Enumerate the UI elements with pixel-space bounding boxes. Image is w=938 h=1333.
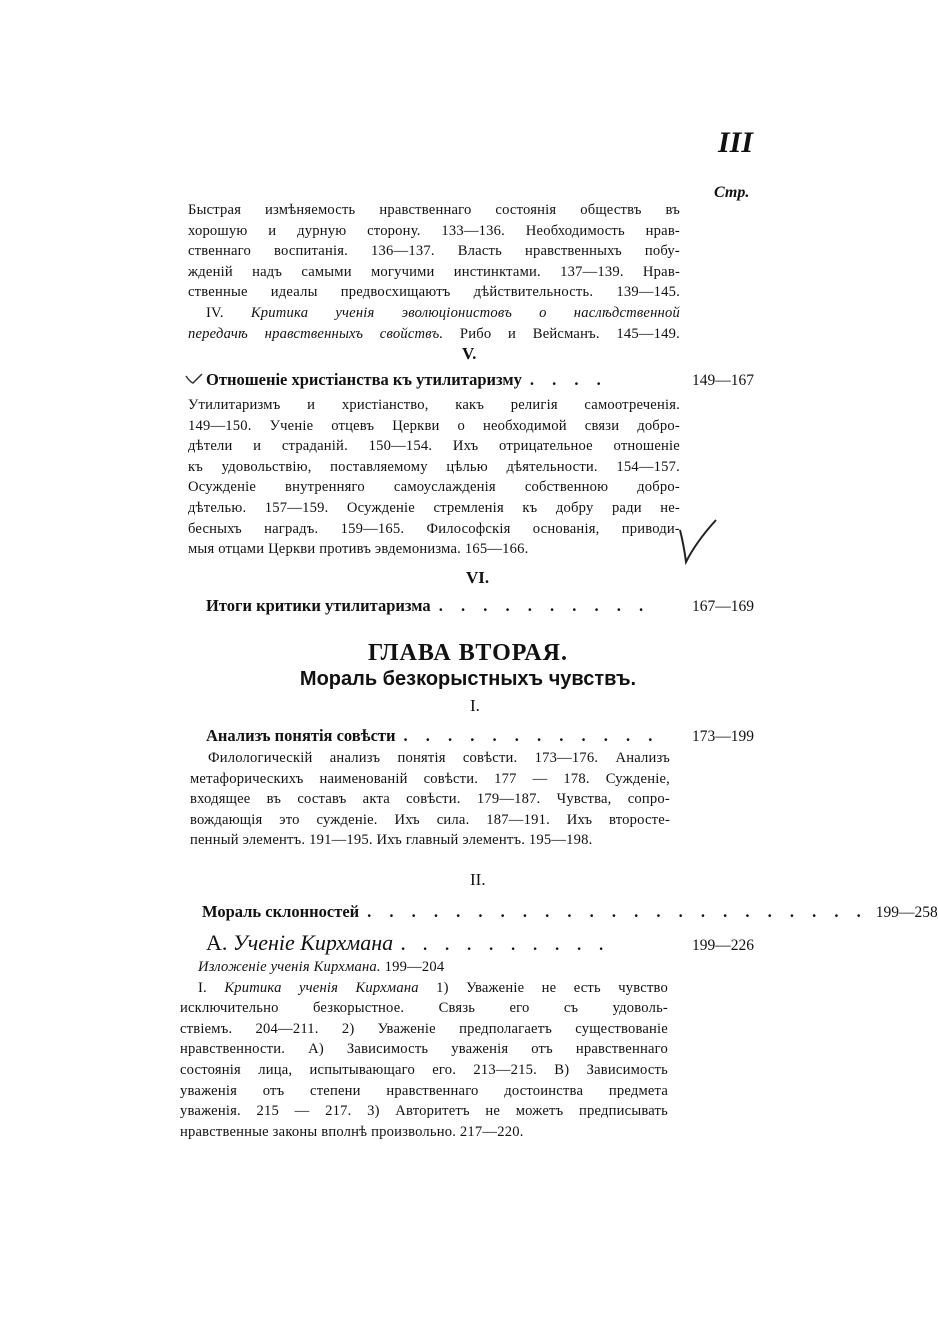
text-line: метафорическихъ наименованій совѣсти. 177 — 178. Сужденіе, (190, 770, 670, 787)
critique-italic: Критика ученія Кирхмана (224, 979, 419, 996)
text-line: нравственные законы вполнѣ произвольно. 217—220. (180, 1123, 524, 1140)
section6-title: Итоги критики утилитаризма (206, 596, 431, 615)
chapter-subheading: Мораль безкорыстныхъ чувствъ. (299, 668, 637, 690)
section4-tail-paragraph (188, 200, 680, 344)
text-line: Утилитаризмъ и христіанство, какъ религія самоотреченія. (188, 397, 680, 413)
leader-dots: . . . . . . . . . . (401, 937, 611, 954)
section6-roman: VI. (466, 568, 490, 587)
ch2-section1-paragraph (190, 748, 670, 851)
iv-label: IV. (206, 304, 224, 321)
critique-line (180, 978, 668, 999)
ch2-sub-a-pages: 199—226 (692, 937, 754, 954)
ch2-section2-title: Мораль склонностей (202, 902, 360, 921)
section6-entry (206, 596, 754, 616)
text-line: пенный элементъ. 191—195. Ихъ главный элементъ. 195—198. (190, 832, 593, 849)
text-line: бесныхъ наградъ. 159—165. Философскія основанія, приводи- (188, 520, 680, 537)
iv-heading-line-2 (188, 324, 680, 345)
chapter-heading: ГЛАВА ВТОРАЯ. (368, 640, 568, 666)
exposition-italic: Изложеніе ученія Кирхмана. (198, 959, 381, 975)
text-line: дѣтели и страданій. 150—154. Ихъ отрицательное отношеніе (188, 438, 680, 455)
leader-dots: . . . . . . . . . . . . (403, 726, 660, 745)
section6-pages: 167—169 (692, 598, 754, 615)
text-line: состоянія лица, испытывающаго его. 213—215. В) Зависимость (180, 1061, 668, 1078)
section5-roman: V. (462, 344, 477, 363)
text-line: къ удовольствію, поставляемому цѣлью дѣятельности. 154—157. (188, 458, 680, 475)
iv-italic-title-2: передачѣ нравственныхъ свойствъ. (188, 325, 444, 342)
iv-italic-title: Критика ученія эволюціонистовъ о наслѣдственной (250, 304, 680, 321)
ch2-sub-a-letter: А. (206, 930, 228, 955)
ch2-sub-a-title: Ученіе Кирхмана (232, 930, 394, 955)
ch2-section2-entry (202, 902, 938, 922)
ch2-section1-pages: 173—199 (692, 728, 754, 745)
text-line: жденій надъ самыми могучими инстинктами. 137—139. Нрав- (188, 263, 680, 280)
ch2-sub-a-entry (206, 930, 754, 956)
ch2-section1-title: Анализъ понятія совѣсти (206, 726, 396, 745)
critique-first-tail: 1) Уваженіе не есть чувство (436, 979, 669, 996)
critique-label: I. (198, 979, 207, 996)
checkmark-icon (184, 372, 204, 386)
section5-entry (206, 370, 754, 390)
text-line: дѣтелью. 157—159. Осужденіе стремленія къ добру ради не- (188, 499, 680, 516)
text-line: Филологическій анализъ понятія совѣсти. 173—176. Анализъ (208, 750, 670, 766)
large-checkmark-icon (676, 516, 718, 568)
ch2-section2-pages: 199—258 (875, 904, 938, 921)
ch2-sub-a-heading (206, 930, 393, 956)
text-line: входящее въ составъ акта совѣсти. 179—187. Чувства, сопро- (190, 791, 670, 808)
section5-pages: 149—167 (692, 372, 754, 389)
exposition-pages: 199—204 (384, 959, 445, 975)
leader-dots: . . . . (529, 370, 608, 389)
leader-dots: . . . . . . . . . . (438, 596, 651, 615)
ch2-section1-entry (206, 726, 754, 746)
page-column-header: Стр. (714, 184, 750, 201)
text-line: вождающія это сужденіе. Ихъ сила. 187—191. Ихъ второсте- (190, 811, 670, 828)
text-line: нравственности. А) Зависимость уваженія отъ нравственнаго (180, 1041, 668, 1058)
text-line: исключительно безкорыстное. Связь его съ удоволь- (180, 1000, 668, 1017)
exposition-line (180, 957, 668, 978)
text-line: хорошую и дурную сторону. 133—136. Необходимость нрав- (188, 222, 680, 239)
text-line: ственнаго воспитанія. 136—137. Власть нравственныхъ побу- (188, 243, 680, 260)
text-line: уваженія. 215 — 217. 3) Авторитетъ не можетъ предписывать (180, 1103, 668, 1120)
ch2-section1-roman: I. (470, 696, 480, 715)
text-line: 149—150. Ученіе отцевъ Церкви о необходимой связи добро- (188, 417, 680, 434)
text-line: ственные идеалы предвосхищаютъ дѣйствительность. 139—145. (188, 284, 680, 301)
leader-dots: . . . . . . . . . . . . . . . . . . . . . . . (367, 902, 868, 921)
text-line: ствіемъ. 204—211. 2) Уваженіе предполагаетъ существованіе (180, 1020, 668, 1037)
text-line: уваженія отъ степени нравственнаго достоинства предмета (180, 1082, 668, 1099)
iv-tail: Рибо и Вейсманъ. 145—149. (459, 325, 680, 342)
text-line: Осужденіе внутренняго самоуслажденія собственною добро- (188, 479, 680, 496)
section5-paragraph (188, 395, 680, 560)
text-line: Быстрая измѣняемость нравственнаго состоянія обществъ въ (188, 202, 680, 218)
section5-title: Отношеніе христіанства къ утилитаризму (206, 370, 522, 389)
page-number: III (718, 126, 754, 159)
ch2-section2-roman: II. (470, 870, 486, 889)
text-line: мыя отцами Церкви противъ эвдемонизма. 165—166. (188, 541, 529, 558)
iv-heading-line (188, 303, 680, 324)
ch2-section2-paragraph (180, 957, 668, 1142)
